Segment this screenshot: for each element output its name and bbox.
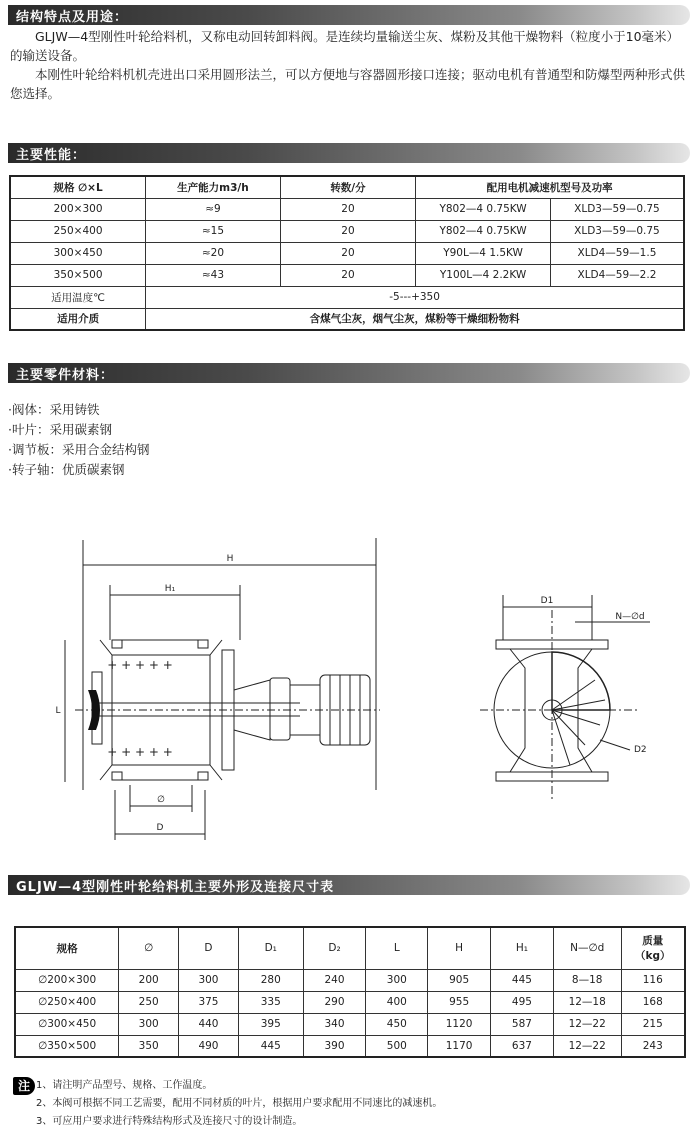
table-row bbox=[10, 242, 684, 264]
cell: 335 bbox=[238, 991, 303, 1013]
section-banner-materials bbox=[8, 363, 690, 383]
dim-label-D2: D2 bbox=[634, 745, 647, 755]
section-banner-features bbox=[8, 5, 690, 25]
column-header: H₁ bbox=[491, 927, 554, 969]
list-item: ·调节板：采用合金结构钢 bbox=[8, 442, 150, 457]
cell: 440 bbox=[179, 1013, 239, 1035]
cell: 390 bbox=[303, 1035, 366, 1057]
cell: 300 bbox=[366, 969, 428, 991]
cell: ∅200×300 bbox=[15, 969, 119, 991]
column-header: D₂ bbox=[303, 927, 366, 969]
cell: 250×400 bbox=[10, 220, 146, 242]
column-header: D bbox=[179, 927, 239, 969]
cell: 400 bbox=[366, 991, 428, 1013]
dim-label-D1: D1 bbox=[540, 596, 554, 606]
section-title: GLJW—4型刚性叶轮给料机主要外形及连接尺寸表 bbox=[16, 880, 335, 895]
column-header: 规格 bbox=[15, 927, 119, 969]
dim-label-H1: H₁ bbox=[164, 584, 176, 594]
cell: 215 bbox=[621, 1013, 685, 1035]
cell: 350×500 bbox=[10, 264, 146, 286]
paragraph: GLJW—4型刚性叶轮给料机，又称电动回转卸料阀。是连续均量输送尘灰、煤粉及其他干燥物料（粒度小于10毫米）的输送设备。 bbox=[10, 29, 680, 63]
paragraph: 本刚性叶轮给料机机壳进出口采用圆形法兰，可以方便地与容器圆形接口连接；驱动电机有普通型和防爆型两种形式供您选择。 bbox=[10, 67, 686, 101]
column-header: H bbox=[428, 927, 491, 969]
cell: 20 bbox=[280, 242, 416, 264]
dim-label-Nd: N—∅d bbox=[615, 612, 645, 622]
technical-drawing bbox=[0, 530, 700, 860]
cell: 200 bbox=[119, 969, 179, 991]
cell: 116 bbox=[621, 969, 685, 991]
cell: 290 bbox=[303, 991, 366, 1013]
cell: 450 bbox=[366, 1013, 428, 1035]
cell: 12—22 bbox=[553, 1035, 621, 1057]
cell: XLD4—59—1.5 bbox=[550, 242, 684, 264]
seal-mark bbox=[88, 690, 100, 730]
cell: ≈20 bbox=[146, 242, 281, 264]
table-header-row bbox=[10, 176, 684, 198]
cell: ≈15 bbox=[146, 220, 281, 242]
cell: 490 bbox=[179, 1035, 239, 1057]
cell: 587 bbox=[491, 1013, 554, 1035]
cell: ∅250×400 bbox=[15, 991, 119, 1013]
column-header: 规格 ∅×L bbox=[10, 176, 146, 198]
cell: Y100L—4 2.2KW bbox=[416, 264, 551, 286]
cell: 300 bbox=[179, 969, 239, 991]
dim-label-phi: ∅ bbox=[157, 795, 165, 805]
cell: 395 bbox=[238, 1013, 303, 1035]
cell: 20 bbox=[280, 264, 416, 286]
cell: 240 bbox=[303, 969, 366, 991]
cell: 1170 bbox=[428, 1035, 491, 1057]
column-header: ∅ bbox=[119, 927, 179, 969]
section-title: 主要零件材料： bbox=[16, 368, 115, 383]
cell: ≈9 bbox=[146, 198, 281, 220]
list-item: ·转子轴：优质碳素钢 bbox=[8, 462, 125, 477]
cell: ∅350×500 bbox=[15, 1035, 119, 1057]
cell: 适用介质 bbox=[10, 308, 146, 330]
cell: 12—22 bbox=[553, 1013, 621, 1035]
note-item: 3、可应用户要求进行特殊结构形式及连接尺寸的设计制造。 bbox=[36, 1116, 303, 1127]
cell: 1120 bbox=[428, 1013, 491, 1035]
cell: 168 bbox=[621, 991, 685, 1013]
column-header: 配用电机减速机型号及功率 bbox=[416, 176, 684, 198]
table-row bbox=[10, 264, 684, 286]
svg-text:+ + + + +: + + + + + bbox=[107, 658, 173, 672]
cell: XLD3—59—0.75 bbox=[550, 220, 684, 242]
cell: ≈43 bbox=[146, 264, 281, 286]
cell: 243 bbox=[621, 1035, 685, 1057]
cell: Y802—4 0.75KW bbox=[416, 220, 551, 242]
cell: XLD3—59—0.75 bbox=[550, 198, 684, 220]
dimensions-table bbox=[14, 926, 686, 1058]
section-banner-dimensions bbox=[8, 875, 690, 895]
cell: 445 bbox=[491, 969, 554, 991]
cell: 300 bbox=[119, 1013, 179, 1035]
table-row bbox=[10, 308, 684, 330]
cell: 20 bbox=[280, 198, 416, 220]
section-title: 结构特点及用途： bbox=[16, 10, 129, 25]
note-badge: 注 bbox=[13, 1077, 35, 1095]
dim-label-H: H bbox=[226, 554, 234, 564]
note-item: 1、请注明产品型号、规格、工作温度。 bbox=[36, 1080, 213, 1091]
column-header: D₁ bbox=[238, 927, 303, 969]
cell: 500 bbox=[366, 1035, 428, 1057]
performance-table bbox=[9, 175, 685, 331]
cell: 适用温度℃ bbox=[10, 286, 146, 308]
table-row bbox=[10, 286, 684, 308]
column-header: 质量 （kg） bbox=[621, 927, 685, 969]
notes-list bbox=[36, 1077, 442, 1131]
list-item: ·阀体：采用铸铁 bbox=[8, 402, 100, 417]
cell: Y90L—4 1.5KW bbox=[416, 242, 551, 264]
cell: 含煤气尘灰，烟气尘灰，煤粉等干燥细粉物料 bbox=[146, 308, 684, 330]
cell: 200×300 bbox=[10, 198, 146, 220]
cell: 250 bbox=[119, 991, 179, 1013]
table-row bbox=[10, 220, 684, 242]
cell: 280 bbox=[238, 969, 303, 991]
cell: 20 bbox=[280, 220, 416, 242]
section-banner-performance bbox=[8, 143, 690, 163]
cell: ∅300×450 bbox=[15, 1013, 119, 1035]
cell: 375 bbox=[179, 991, 239, 1013]
table-header-row bbox=[15, 927, 685, 969]
cell: 350 bbox=[119, 1035, 179, 1057]
column-header: 生产能力m3/h bbox=[146, 176, 281, 198]
cell: 637 bbox=[491, 1035, 554, 1057]
table-row bbox=[15, 991, 685, 1013]
materials-list bbox=[8, 400, 149, 480]
cell: -5---+350 bbox=[146, 286, 684, 308]
table-row bbox=[10, 198, 684, 220]
cell: 445 bbox=[238, 1035, 303, 1057]
column-header: 转数/分 bbox=[280, 176, 416, 198]
list-item: ·叶片：采用碳素钢 bbox=[8, 422, 112, 437]
cell: 8—18 bbox=[553, 969, 621, 991]
cell: 12—18 bbox=[553, 991, 621, 1013]
svg-text:+ + + + +: + + + + + bbox=[107, 745, 173, 759]
dim-label-D: D bbox=[156, 823, 164, 833]
cell: 340 bbox=[303, 1013, 366, 1035]
column-header: N—∅d bbox=[553, 927, 621, 969]
cell: 300×450 bbox=[10, 242, 146, 264]
features-text bbox=[10, 27, 690, 103]
cell: 955 bbox=[428, 991, 491, 1013]
cell: Y802—4 0.75KW bbox=[416, 198, 551, 220]
section-title: 主要性能： bbox=[16, 148, 87, 163]
note-item: 2、本阀可根据不同工艺需要，配用不同材质的叶片，根据用户要求配用不同速比的减速机。 bbox=[36, 1098, 443, 1109]
cell: 905 bbox=[428, 969, 491, 991]
table-row bbox=[15, 1035, 685, 1057]
dim-label-L: L bbox=[55, 706, 61, 716]
table-row bbox=[15, 969, 685, 991]
cell: 495 bbox=[491, 991, 554, 1013]
table-row bbox=[15, 1013, 685, 1035]
column-header: L bbox=[366, 927, 428, 969]
cell: XLD4—59—2.2 bbox=[550, 264, 684, 286]
